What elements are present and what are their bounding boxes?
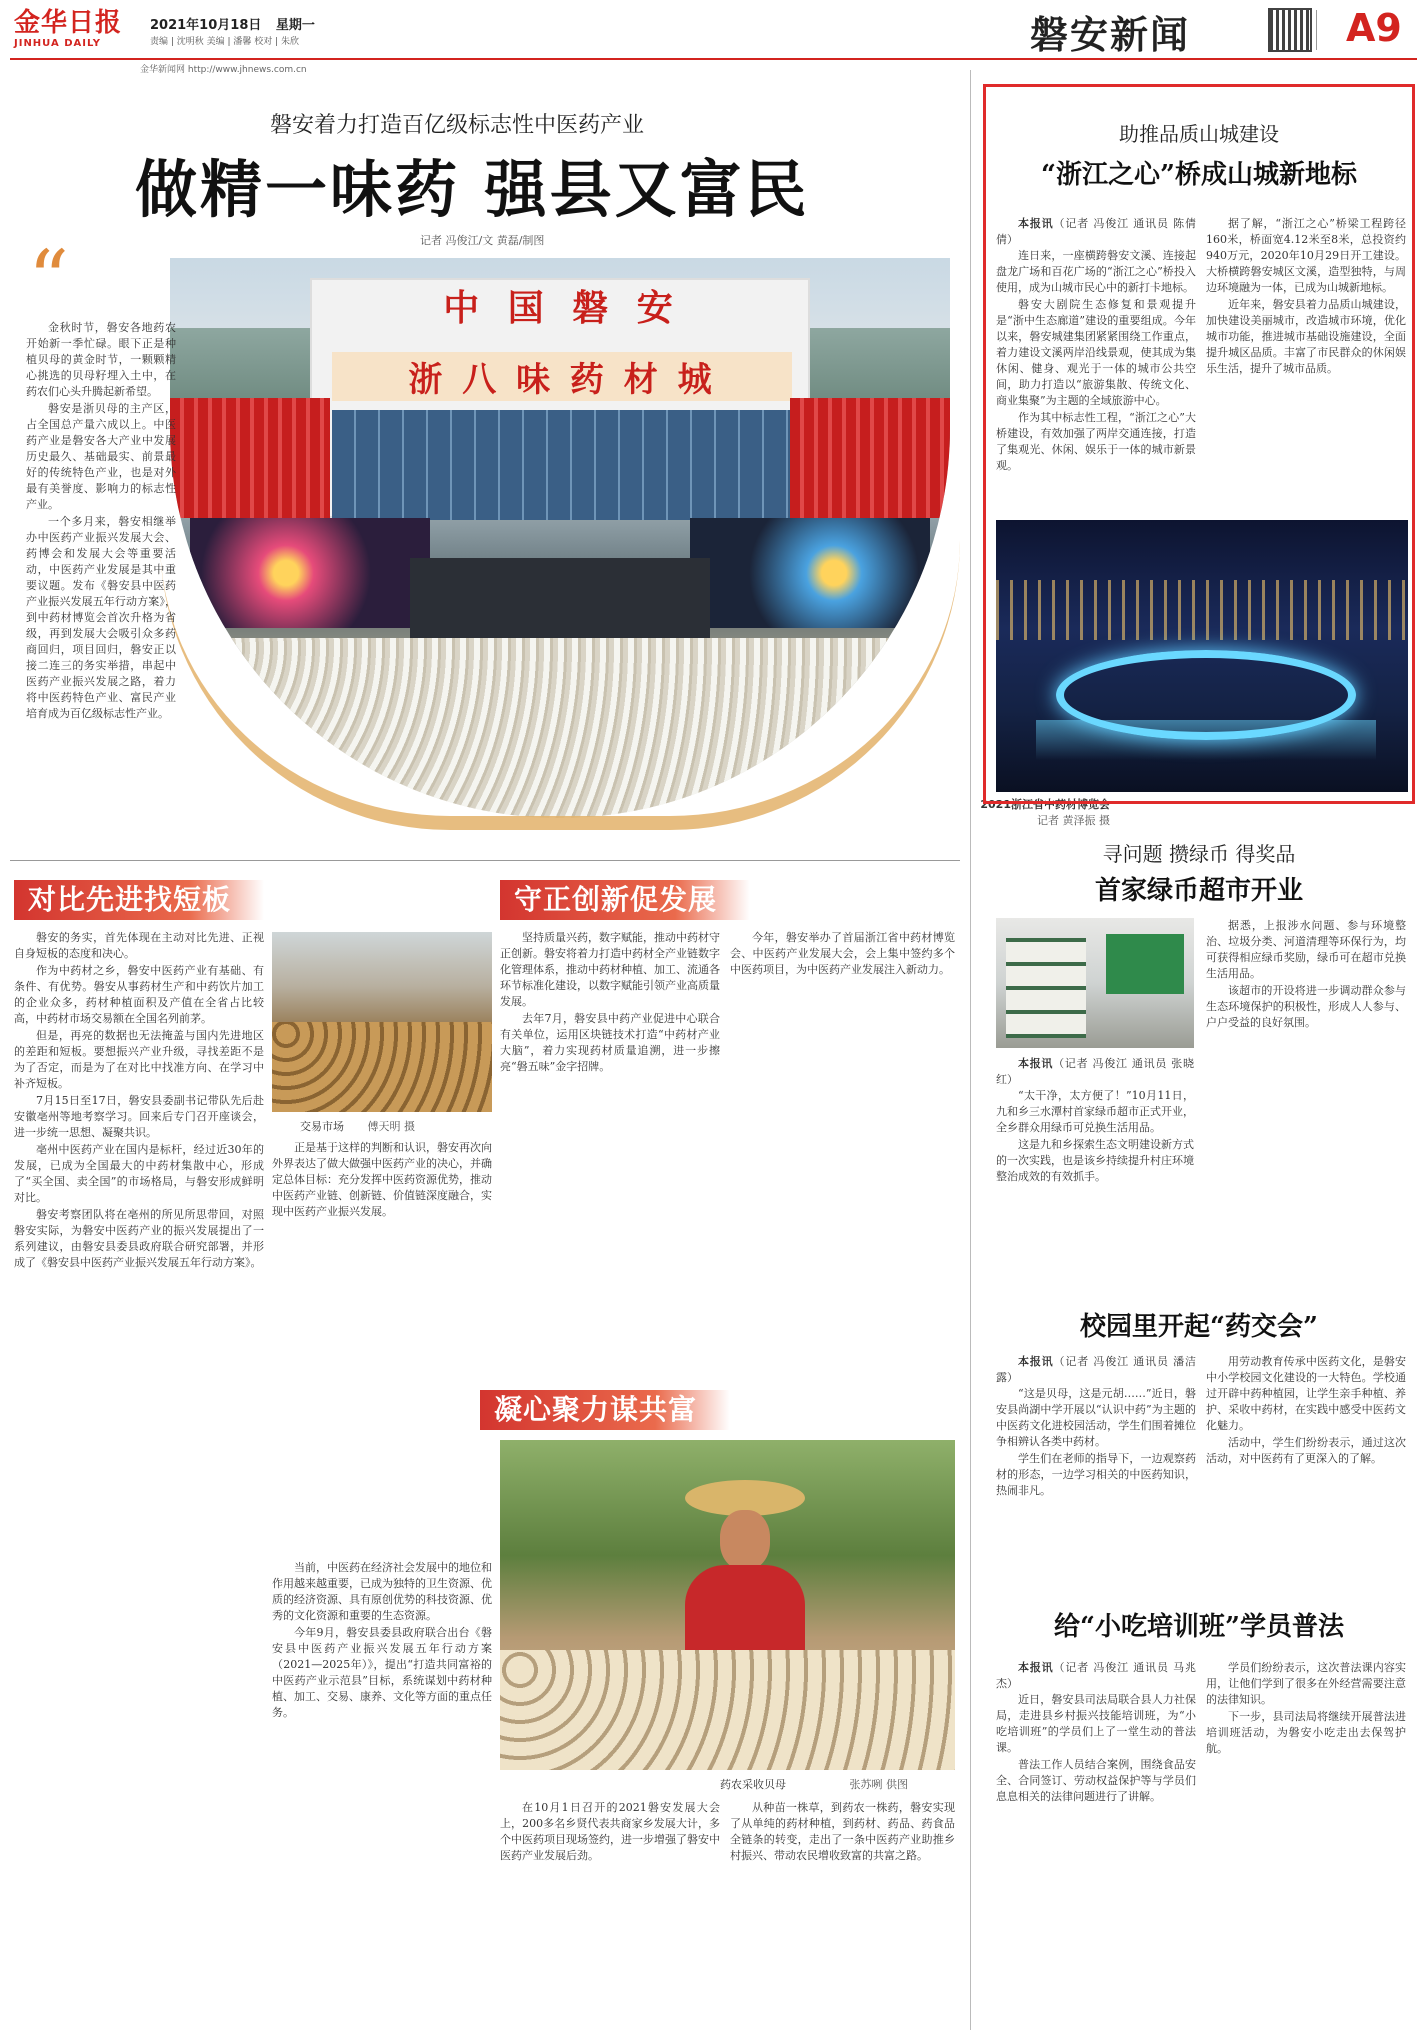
feature-body-left (996, 216, 1196, 516)
greencoin-headline: 首家绿币超市开业 (1094, 876, 1303, 906)
harvest-photo-credit: 张苏咧 供图 (849, 1778, 908, 1791)
snack-byline-lead: 本报讯 (1018, 1661, 1054, 1674)
section3-p1: 当前，中医药在经济社会发展中的地位和作用越来越重要，已成为独特的卫生资源、优质的经济资源、具有原创优势的科技资源、优秀的文化资源和重要的生态资源。 (272, 1561, 492, 1622)
snack-right-p2: 下一步，县司法局将继续开展普法进培训班活动，为磐安小吃走出去保驾护航。 (1206, 1710, 1406, 1755)
sign-top: 中 国 磐 安 (443, 287, 681, 329)
herbclub-body-left (996, 1354, 1196, 1574)
masthead (0, 0, 1427, 75)
greencoin-byline-text: （记者 冯俊江 通讯员 张晓红） (996, 1057, 1194, 1086)
lead-headline: 做精一味药 强县又富民 (135, 153, 810, 226)
snack-right-p1: 学员们纷纷表示，这次普法课内容实用，让他们学到了很多在外经营需要注意的法律知识。 (1206, 1661, 1406, 1706)
feature-left-p3: 作为其中标志性工程，“浙江之心”大桥建设，有效加强了两岸交通连接，打造了集观光、休闲、娱乐于一体的城市新景观。 (996, 411, 1196, 472)
editor-credits: 责编 | 沈明秋 美编 | 潘馨 校对 | 朱欣 (150, 37, 299, 47)
greencoin-kicker: 寻问题 攒绿币 得奖品 (1102, 842, 1296, 866)
section3-banner: 凝心聚力谋共富 (480, 1390, 730, 1430)
page-number: A9 (1346, 6, 1402, 50)
section3-body-a (272, 1560, 492, 2030)
herbclub-right-p1: 用劳动教育传承中医药文化，是磐安中小学校园文化建设的一大特色。学校通过开辟中药种植园，让学生亲手种植、养护、采收中药材，在实践中感受中医药文化魅力。 (1206, 1355, 1406, 1432)
feature-right-p1: 据了解，“浙江之心”桥梁工程跨径160米，桥面宽4.12米至8米，总投资约940万元，2020年10月29日开工建设。大桥横跨磐安城区文溪，造型独特，与周边环境融为一体，已成为山城新地标。 (1206, 217, 1406, 294)
bridge-night-photo (996, 520, 1408, 792)
greencoin-right-p1: 据悉，上报涉水问题、参与环境整治、垃圾分类、河道清理等环保行为，均可获得相应绿币奖励，绿币可在超市兑换生活用品。 (1206, 919, 1406, 980)
lead-intro-p2: 磐安是浙贝母的主产区，占全国总产量六成以上。中医药产业是磐安各大产业中发展历史最久、基础最实、前景最好的传统特色产业，也是对外最有美誉度、影响力的标志性产业。 (26, 402, 176, 511)
lead-kicker: 磐安着力打造百亿级标志性中医药产业 (270, 113, 645, 138)
section2-body-a (272, 1140, 492, 1540)
section1-p2: 作为中药材之乡，磐安中医药产业有基础、有条件、有优势。磐安从事药材生产和中药饮片加工的企业众多，药材种植面积及产值在全省占比较高，中药材市场交易额在全国名列前茅。 (14, 964, 264, 1025)
section1-p4: 7月15日至17日，磐安县委副书记带队先后赴安徽亳州等地考察学习。回来后专门召开座谈会，进一步统一思想、凝聚共识。 (14, 1094, 264, 1139)
qr-label (1316, 10, 1324, 50)
red-flags-right (790, 398, 950, 518)
store-shelves (1006, 938, 1086, 1038)
greencoin-left-p1: “太干净，太方便了！”10月11日，九和乡三水潭村首家绿币超市正式开业，全乡群众用绿币可兑换生活用品。 (996, 1089, 1194, 1134)
river-reflection (1036, 720, 1376, 760)
snack-byline-text: （记者 冯俊江 通讯员 马兆杰） (996, 1661, 1196, 1690)
section2-body-c (730, 930, 955, 1350)
market-photo-credit: 傅天明 摄 (367, 1120, 415, 1133)
market-sacks (272, 1022, 492, 1112)
city-lights (996, 580, 1408, 640)
section1-p6: 磐安考察团队将在亳州的所见所思带回，对照磐安实际，为磐安中医药产业的振兴发展提出了一系列建议，由磐安县委县政府联合研究部署，并形成了《磐安县中医药产业振兴发展五年行动方案》。 (14, 1208, 264, 1269)
section-title: 磐安新闻 (1030, 12, 1191, 57)
market-photo-caption: 交易市场 (300, 1120, 344, 1133)
greencoin-byline (996, 1056, 1194, 1088)
masthead-rule (10, 58, 1417, 60)
feature-headline: “浙江之心”桥成山城新地标 (1041, 160, 1357, 190)
feature-left-p1: 连日来，一座横跨磐安文溪、连接起盘龙广场和百花广场的“浙江之心”桥投入使用，成为山城市民心中的新打卡地标。 (996, 249, 1196, 294)
feature-body-right (1206, 216, 1406, 516)
lead-photo-credit: 记者 黄泽振 摄 (1037, 814, 1110, 827)
greencoin-byline-lead: 本报讯 (1018, 1057, 1054, 1070)
greencoin-left-p2: 这是九和乡探索生态文明建设新方式的一次实践，也是该乡持续提升村庄环境整治成效的有效抓手。 (996, 1138, 1194, 1183)
herbclub-left-p1: “这是贝母，这是元胡……”近日，磐安县尚湖中学开展以“认识中药”为主题的中医药文化进校园活动，学生们围着摊位争相辨认各类中药材。 (996, 1387, 1196, 1448)
section1-body (14, 930, 264, 2030)
section3-p3: 在10月1日召开的2021磐安发展大会上，200多名乡贤代表共商家乡发展大计，多个中医药项目现场签约，进一步增强了磐安中医药产业发展后劲。 (500, 1801, 720, 1862)
section1-p3: 但是，再亮的数据也无法掩盖与国内先进地区的差距和短板。要想振兴产业升级，寻找差距不是为了否定，而是为了在对比中找准方向、在学习中补齐短板。 (14, 1029, 264, 1090)
market-photo (272, 932, 492, 1112)
section1-banner: 对比先进找短板 (14, 880, 264, 920)
sign-bottom: 浙 八 味 药 材 城 (332, 352, 792, 401)
section3-body-c (730, 1800, 955, 2030)
feature-byline-text: （记者 冯俊江 通讯员 陈倩倩） (996, 217, 1196, 246)
lead-byline: 记者 冯俊江/文 黄磊/制图 (420, 234, 545, 247)
section3-p2: 今年9月，磐安县委县政府联合出台《磐安县中医药产业振兴发展五年行动方案（2021—2025年）》，提出“打造共同富裕的中医药产业示范县”目标，系统谋划中药材种植、加工、交易、康养、文化等方面的重点任务。 (272, 1626, 492, 1719)
bulbs-crate (500, 1650, 955, 1770)
red-flags-left (170, 398, 330, 518)
store-photo (996, 918, 1194, 1048)
feature-byline (996, 216, 1196, 248)
snack-byline (996, 1660, 1196, 1692)
greencoin-body-right (1206, 918, 1406, 1298)
qr-code[interactable] (1268, 8, 1312, 52)
herbclub-byline (996, 1354, 1196, 1386)
section2-p4: 今年，磐安举办了首届浙江省中药材博览会、中医药产业发展大会，会上集中签约多个中医药项目，为中医药产业发展注入新动力。 (730, 931, 955, 976)
section2-p2: 坚持质量兴药，数字赋能，推动中药材守正创新。磐安将着力打造中药材全产业链数字化管理体系，推动中药材种植、加工、流通各环节标准化建设，以数字赋能引领产业高质量发展。 (500, 931, 720, 1008)
lead-intro-p1: 金秋时节，磐安各地药农开始新一季忙碌。眼下正是种植贝母的黄金时节，一颗颗精心挑选的贝母籽埋入土中，在药农们心头升腾起新希望。 (26, 321, 176, 398)
snack-left-p2: 普法工作人员结合案例，围绕食品安全、合同签订、劳动权益保护等与学员们息息相关的法律问题进行了讲解。 (996, 1758, 1196, 1803)
quote-mark: “ (28, 233, 69, 326)
herbclub-left-p2: 学生们在老师的指导下，一边观察药材的形态，一边学习相关的中医药知识，热闹非凡。 (996, 1452, 1196, 1497)
feature-left-p2: 磐安大剧院生态修复和景观提升是“浙中生态廊道”建设的重要组成。今年以来，磐安城建集团紧紧围绕工作重点，着力建设文溪两岸沿线景观，使其成为集休闲、健身、观光于一体的城市公共空间，助力打造以“旅游集散、传统文化、商业集聚”为主题的全域旅游中心。 (996, 298, 1196, 407)
section3-p4: 从种苗一株草，到药农一株药，磐安实现了从单纯的药材种植，到药材、药品、药食品全链条的转变，走出了一条中医药产业助推乡村振兴、带动农民增收致富的共富之路。 (730, 1801, 955, 1862)
section1-p5: 亳州中医药产业在国内是标杆，经过近30年的发展，已成为全国最大的中药材集散中心，形成了“买全国、卖全国”的市场格局，与磐安形成鲜明对比。 (14, 1143, 264, 1204)
herbclub-right-p2: 活动中，学生们纷纷表示，通过这次活动，对中医药有了更深入的了解。 (1206, 1436, 1406, 1465)
greencoin-body-left (996, 1056, 1194, 1296)
greencoin-right-p2: 该超市的开设将进一步调动群众参与生态环境保护的积极性，形成人人参与、户户受益的良好氛围。 (1206, 984, 1406, 1029)
herbclub-headline: 校园里开起“药交会” (1080, 1312, 1318, 1342)
col-divider (970, 70, 971, 2030)
feature-right-p2: 近年来，磐安县着力品质山城建设，加快建设美丽城市，改造城市环境，优化城市功能，推进城市基础设施建设，全面提升城区品质。丰富了市民群众的休闲娱乐生活，提升了城市品质。 (1206, 298, 1406, 375)
section2-body-b (500, 930, 720, 1350)
section3-body-b (500, 1800, 720, 2030)
section2-banner: 守正创新促发展 (500, 880, 750, 920)
section1-p1: 磐安的务实，首先体现在主动对比先进、正视自身短板的态度和决心。 (14, 931, 264, 960)
lead-intro-p3: 一个多月来，磐安相继举办中医药产业振兴发展大会、药博会和发展大会等重要活动，中医药产业发展是其中重要议题。发布《磐安县中医药产业振兴发展五年行动方案》，到中药材博览会首次升格为省级，再到发展大会吸引众多药商回归，项目回归，磐安正以接二连三的务实举措，串起中医药产业振兴发展之路，着力将中医药特色产业、富民产业培育成为百亿级标志性产业。 (26, 515, 176, 720)
snack-headline: 给“小吃培训班”学员普法 (1054, 1612, 1344, 1642)
herbclub-body-right (1206, 1354, 1406, 1574)
farmer-shirt (685, 1565, 805, 1655)
lead-photo-caption: 2021浙江省中药材博览会 (980, 798, 1110, 811)
snack-body-left (996, 1660, 1196, 2030)
farmer-face (720, 1510, 770, 1570)
lead-rule (10, 860, 960, 861)
snack-body-right (1206, 1660, 1406, 2030)
store-banner (1106, 934, 1184, 994)
building (310, 278, 810, 518)
paper-name: 金华日报 (14, 8, 123, 38)
herbclub-byline-lead: 本报讯 (1018, 1355, 1054, 1368)
feature-byline-lead: 本报讯 (1018, 217, 1054, 230)
site-url[interactable]: 金华新闻网 http://www.jhnews.com.cn (140, 65, 307, 75)
section2-p3: 去年7月，磐安县中药产业促进中心联合有关单位，运用区块链技术打造“中药材产业大脑”，着力实现药材质量追溯，进一步擦亮“磐五味”金字招牌。 (500, 1012, 720, 1073)
paper-logo (14, 8, 134, 49)
harvest-photo-caption: 药农采收贝母 (720, 1778, 786, 1791)
weekday: 星期一 (275, 18, 315, 33)
harvest-photo (500, 1440, 955, 1770)
snack-left-p1: 近日，磐安县司法局联合县人力社保局，走进县乡村振兴技能培训班，为“小吃培训班”的学员们上了一堂生动的普法课。 (996, 1693, 1196, 1754)
glass-facade (332, 410, 792, 520)
herbclub-byline-text: （记者 冯俊江 通讯员 潘洁露） (996, 1355, 1196, 1384)
section2-p1: 正是基于这样的判断和认识，磐安再次向外界表达了做大做强中医药产业的决心，并确定总体目标：充分发挥中医药资源优势，推动中医药产业链、创新链、价值链深度融合，实现中医药产业振兴发展。 (272, 1141, 492, 1218)
lead-intro (26, 320, 176, 840)
paper-name-en: JINHUA DAILY (14, 38, 102, 49)
feature-kicker: 助推品质山城建设 (1119, 122, 1279, 146)
issue-date: 2021年10月18日 (150, 18, 262, 33)
